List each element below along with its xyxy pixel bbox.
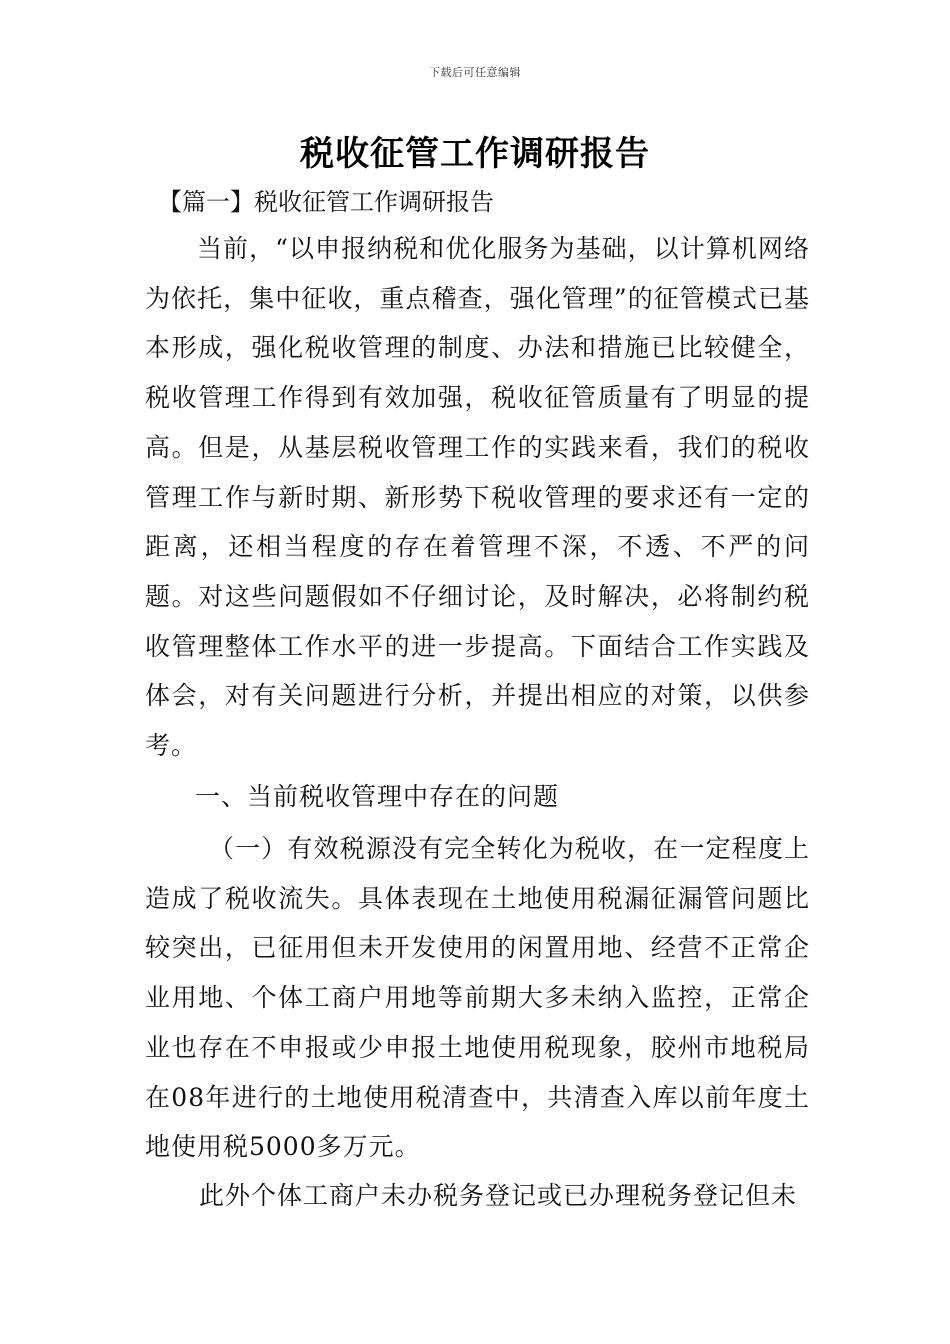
document-title: 税收征管工作调研报告 xyxy=(300,134,650,174)
section-heading: 一、当前税收管理中存在的问题 xyxy=(195,782,560,811)
header-note: 下载后可任意编辑 xyxy=(429,66,521,79)
paragraph-intro: 当前，“以申报纳税和优化服务为基础，以计算机网络为依托，集中征收，重点稽查，强化管理”的征管模式已基本形成，强化税收管理的制度、办法和措施已比较健全，税收管理工作得到有效加强，税收征管质量有了明显的提高。但是，从基层税收管理工作的实践来看，我们的税收管理工作与新时期、新形势下税收管理的要求还有一定的距离，还相当程度的存在着管理不深，不透、不严的问题。对这些问题假如不仔细讨论，及时解决，必将制约税收管理整体工作水平的进一步提高。下面结合工作实践及体会，对有关问题进行分析，并提出相应的对策，以供参考。 xyxy=(145,234,810,761)
document-subtitle: 【篇一】税收征管工作调研报告 xyxy=(158,188,494,216)
paragraph-issue-one: （一）有效税源没有完全转化为税收，在一定程度上造成了税收流失。具体表现在土地使用税漏征漏管问题比较突出，已征用但未开发使用的闲置用地、经营不正常企业用地、个体工商户用地等前期大多未纳入监控，正常企业也存在不申报或少申报土地使用税现象，胶州市地税局在08年进行的土地使用税清查中，共清查入库以前年度土地使用税5000多万元。 xyxy=(145,834,810,1162)
paragraph-continuation: 此外个体工商户未办税务登记或已办理税务登记但未 xyxy=(199,1181,798,1210)
